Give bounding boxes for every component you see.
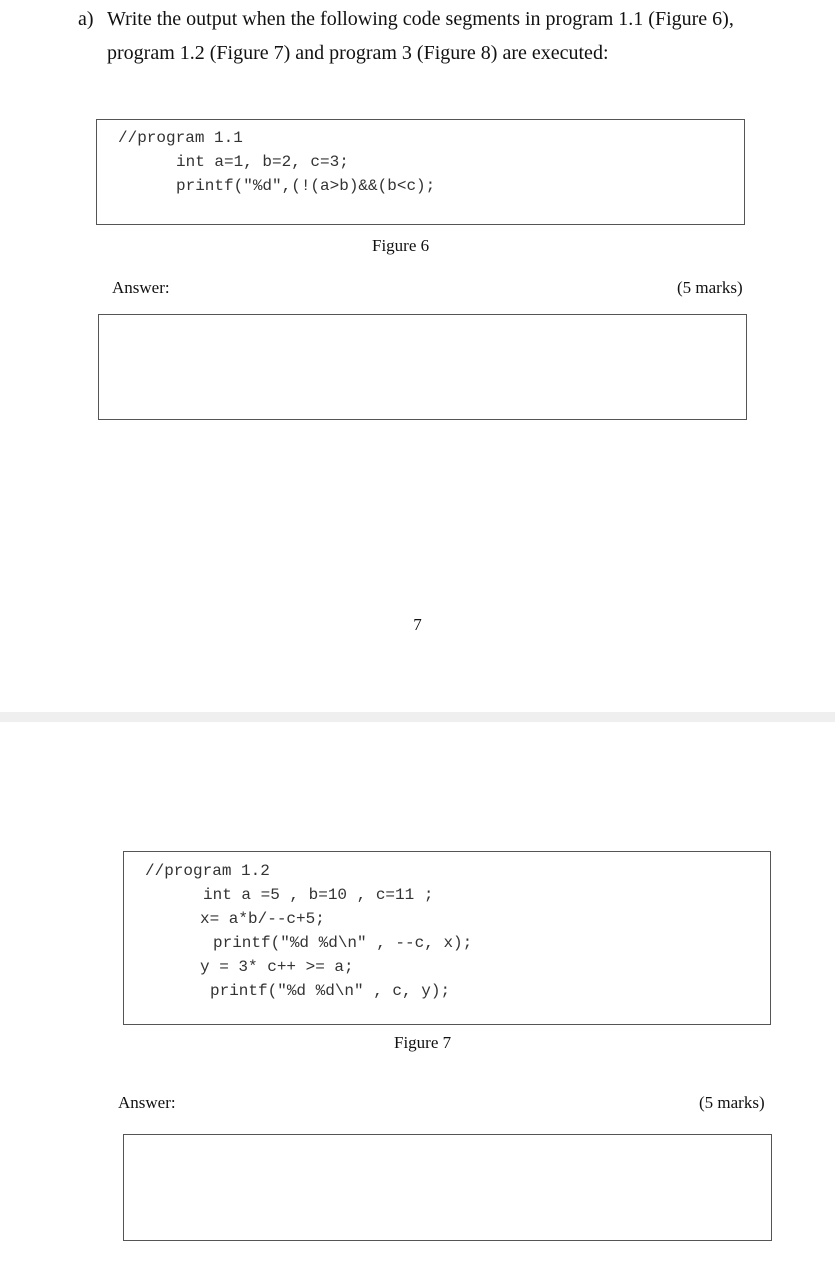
code-line: x= a*b/--c+5; [200,910,325,928]
code-line: int a =5 , b=10 , c=11 ; [203,886,434,904]
code-box-program-1-2 [123,851,771,1025]
code-line: printf("%d %d\n" , c, y); [210,982,451,1000]
page-separator [0,712,835,722]
answer-label: Answer: [118,1093,176,1112]
figure-caption: Figure 6 [372,236,430,255]
code-box-program-1-1 [96,119,745,225]
page-number: 7 [413,615,422,634]
marks-label: (5 marks) [699,1093,765,1112]
code-line: printf("%d %d\n" , --c, x); [213,934,473,952]
code-line: //program 1.2 [145,862,270,880]
marks-label: (5 marks) [677,278,743,297]
page-2 [0,722,835,1280]
code-line: y = 3* c++ >= a; [200,958,354,976]
answer-box-program-1-2[interactable] [123,1134,772,1241]
code-line: //program 1.1 [118,129,243,147]
code-line: printf("%d",(!(a>b)&&(b<c); [176,177,436,195]
answer-box-program-1-1[interactable] [98,314,747,420]
figure-caption: Figure 7 [394,1033,452,1052]
question-label: a) [78,8,94,30]
code-line: int a=1, b=2, c=3; [176,153,349,171]
question-text-line-2: program 1.2 (Figure 7) and program 3 (Figure 8) are executed: [107,42,609,64]
question-text-line-1: Write the output when the following code segments in program 1.1 (Figure 6), [107,8,734,30]
answer-label: Answer: [112,278,170,297]
